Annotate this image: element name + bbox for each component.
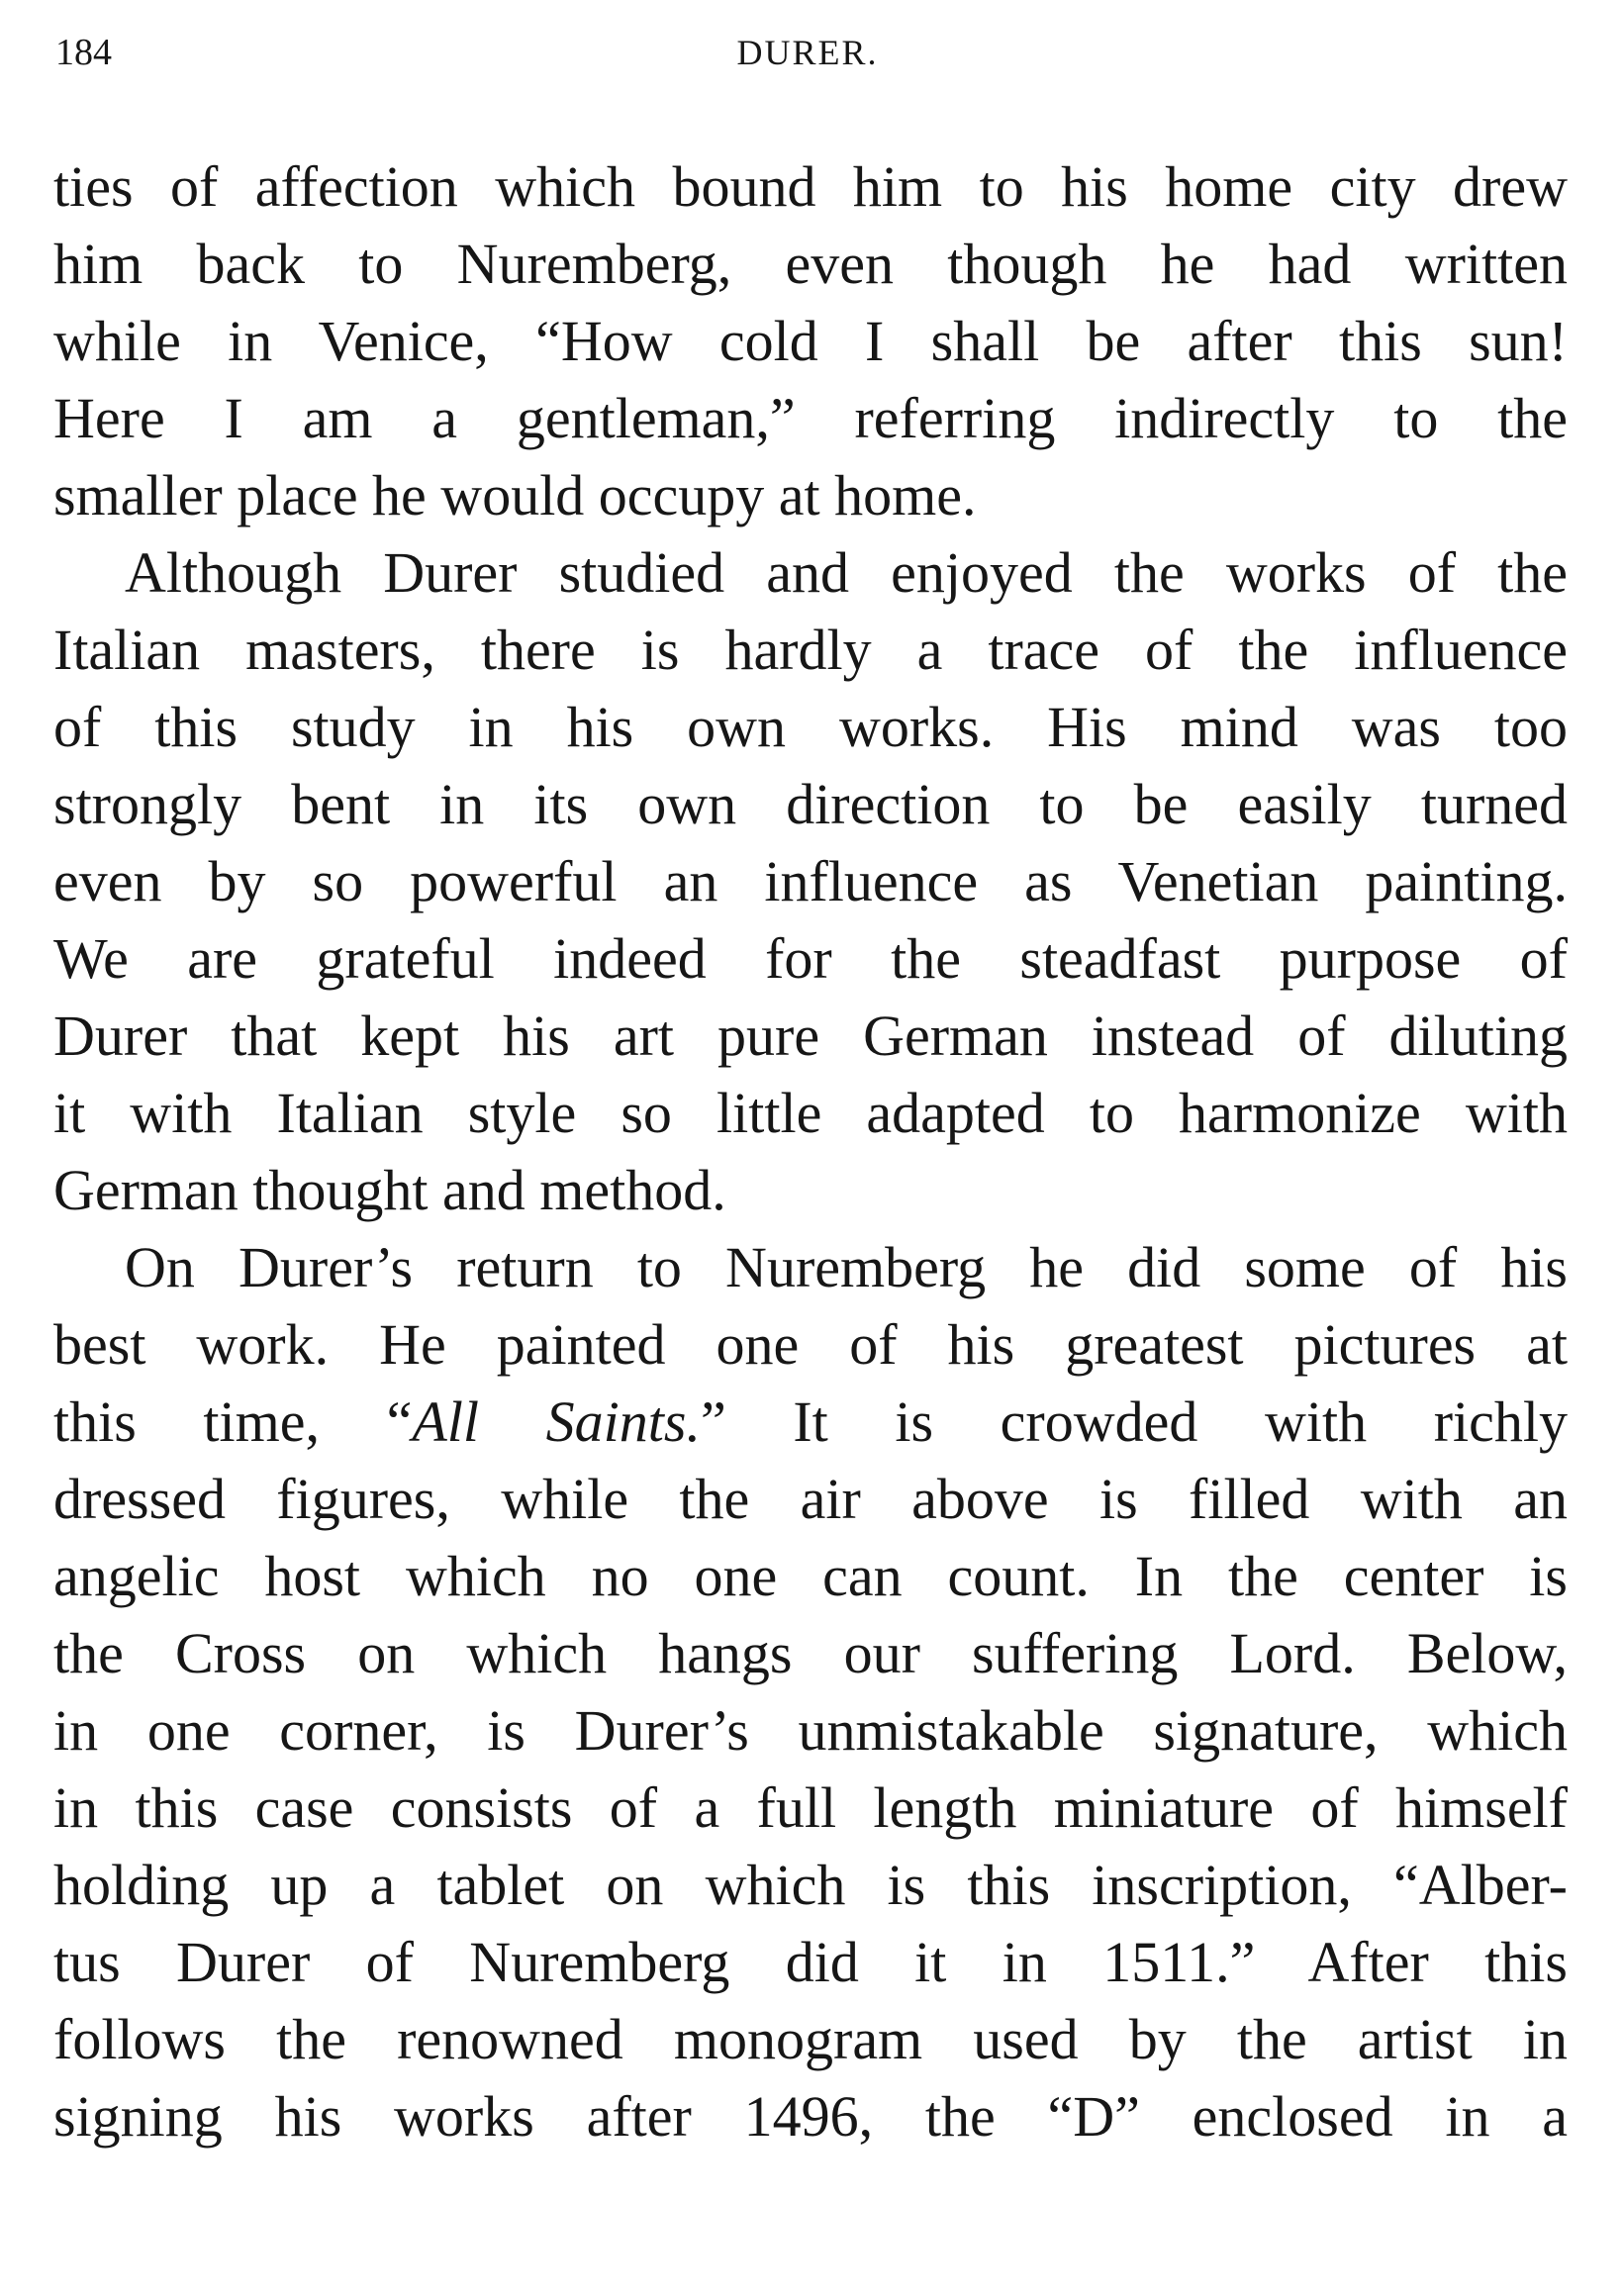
paragraph [53,148,1568,534]
text-line: while in Venice, “How cold I shall be after this sun! [53,309,1568,373]
text-line: signing his works after 1496, the “D” enclosed in a [53,2084,1568,2149]
body-text [53,148,1568,2155]
text-line: On Durer’s return to Nuremberg he did some of his [125,1235,1568,1299]
text-line: in this case consists of a full length miniature of himself [53,1775,1568,1840]
text-line: even by so powerful an influence as Venetian painting. [53,849,1568,913]
text-line: him back to Nuremberg, even though he had written [53,232,1568,296]
page-number: 184 [55,32,112,73]
text-line: strongly bent in its own direction to be easily turned [53,772,1568,836]
text-line: holding up a tablet on which is this inscription, “Alber- [53,1853,1568,1917]
running-head: DURER. [736,33,879,72]
text-line: tus Durer of Nuremberg did it in 1511.” After this [53,1930,1568,1994]
paragraph [53,1229,1568,2155]
text-line: We are grateful indeed for the steadfast purpose of [53,926,1568,991]
text-line: best work. He painted one of his greatest pictures at [53,1312,1568,1377]
text-line: smaller place he would occupy at home. [53,463,977,527]
text-segment: ” It is crowded with richly [700,1389,1568,1454]
text-line: ties of affection which bound him to his home city drew [53,154,1568,219]
paragraph [53,534,1568,1229]
text-line: Durer that kept his art pure German instead of diluting [53,1004,1568,1068]
text-line-with-title [53,1384,1568,1461]
text-line: dressed figures, while the air above is filled with an [53,1467,1568,1531]
text-line: of this study in his own works. His mind was too [53,695,1568,759]
page-header [55,28,1560,77]
text-line: Although Durer studied and enjoyed the works of the [125,540,1568,605]
text-line: Italian masters, there is hardly a trace of the influence [53,618,1568,682]
artwork-title: All Saints. [412,1389,701,1454]
text-segment: this time, “ [53,1389,413,1454]
text-line: Here I am a gentleman,” referring indirectly to the [53,386,1568,450]
text-line: the Cross on which hangs our suffering Lord. Below, [53,1621,1568,1685]
text-line: German thought and method. [53,1158,726,1222]
text-line: it with Italian style so little adapted to harmonize with [53,1081,1568,1145]
text-line: follows the renowned monogram used by the artist in [53,2007,1568,2071]
text-line: angelic host which no one can count. In the center is [53,1544,1568,1608]
text-line: in one corner, is Durer’s unmistakable signature, which [53,1698,1568,1763]
